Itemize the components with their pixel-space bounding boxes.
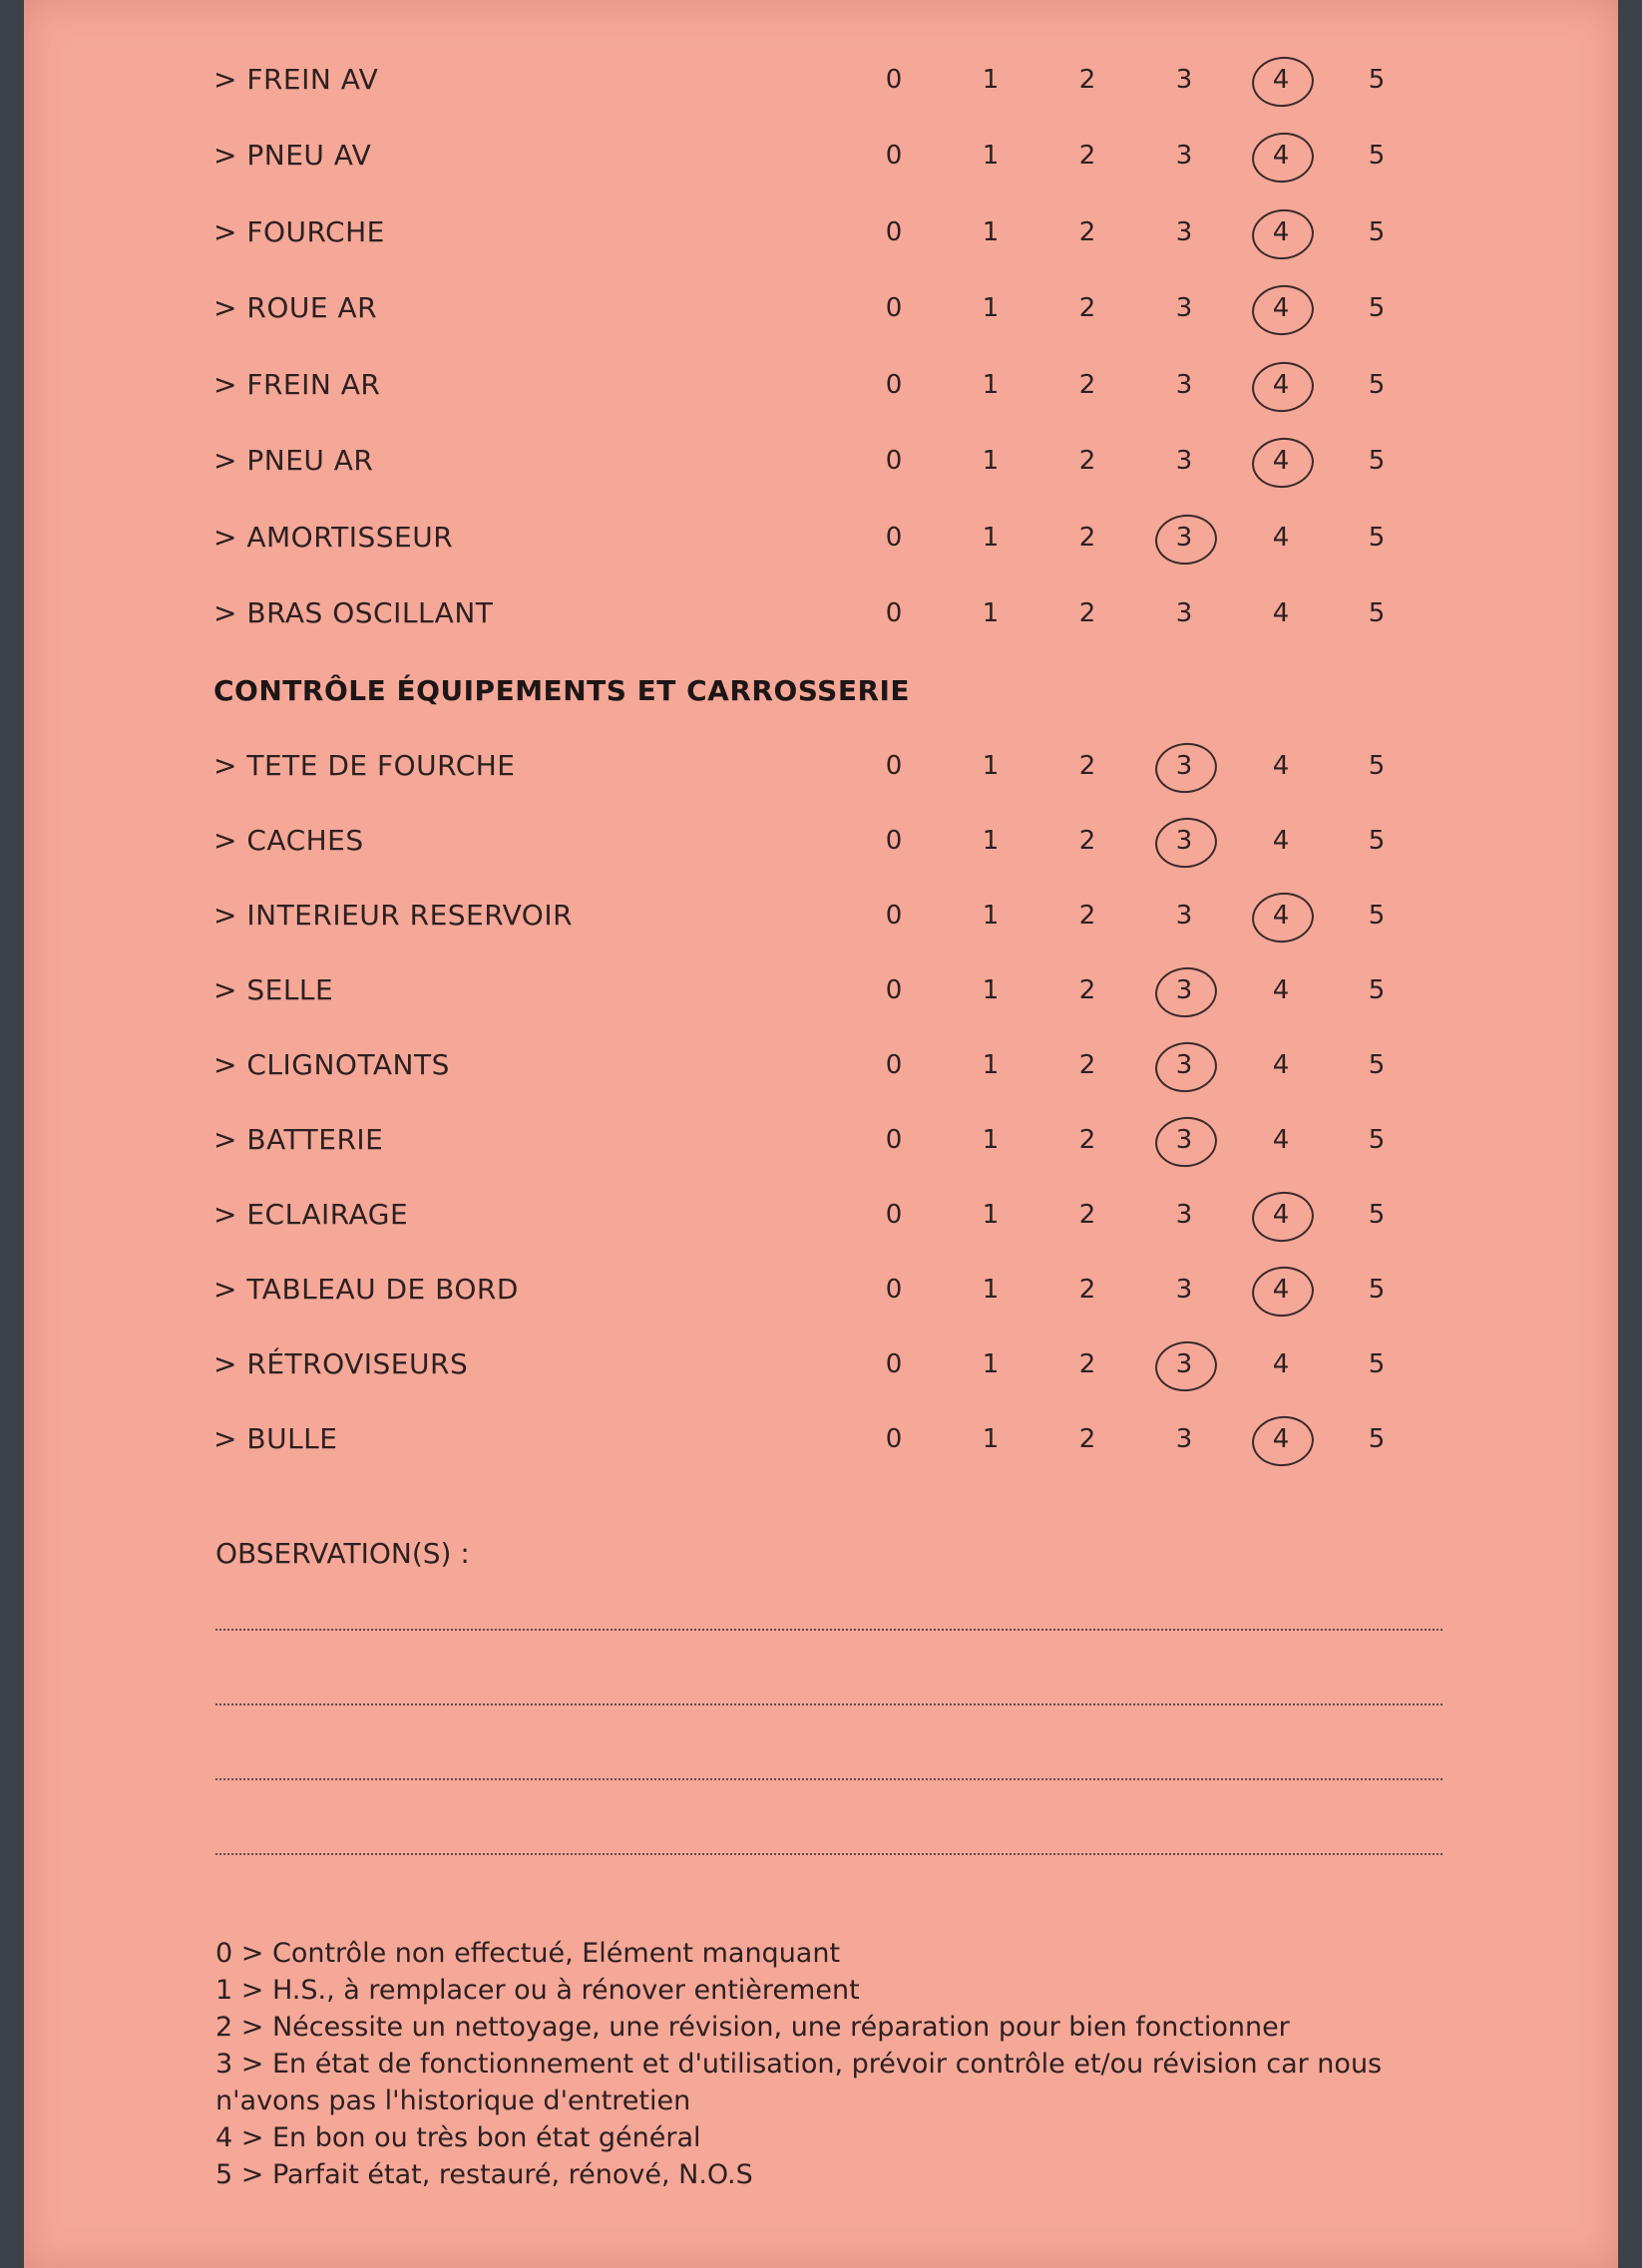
score-option-5[interactable]: 5 — [1368, 65, 1386, 95]
score-option-0[interactable]: 0 — [885, 446, 903, 476]
score-option-4[interactable]: 4 — [1251, 50, 1311, 110]
item-label: > BATTERIE — [213, 1123, 384, 1156]
score-option-0[interactable]: 0 — [885, 1275, 903, 1305]
item-label: > FREIN AR — [213, 368, 381, 401]
item-label: > CLIGNOTANTS — [213, 1048, 450, 1081]
score-option-2[interactable]: 2 — [1078, 1200, 1096, 1230]
inspection-row — [24, 431, 1618, 491]
score-option-5[interactable]: 5 — [1368, 446, 1386, 476]
inspection-row — [24, 126, 1618, 186]
score-option-1[interactable]: 1 — [982, 141, 1000, 171]
score-option-1[interactable]: 1 — [982, 1125, 1000, 1155]
inspection-row — [24, 1035, 1618, 1095]
legend-line: n'avons pas l'historique d'entretien — [215, 2085, 691, 2116]
score-option-5[interactable]: 5 — [1368, 901, 1386, 931]
score-option-1[interactable]: 1 — [982, 217, 1000, 247]
score-option-2[interactable]: 2 — [1078, 751, 1096, 781]
score-option-2[interactable]: 2 — [1078, 65, 1096, 95]
inspection-row — [24, 508, 1618, 567]
score-option-4[interactable]: 4 — [1272, 598, 1290, 628]
score-option-1[interactable]: 1 — [982, 370, 1000, 400]
score-option-5[interactable]: 5 — [1368, 523, 1386, 553]
score-option-3[interactable]: 3 — [1154, 736, 1214, 796]
score-option-2[interactable]: 2 — [1078, 826, 1096, 856]
score-option-2[interactable]: 2 — [1078, 141, 1096, 171]
legend-line: 0 > Contrôle non effectué, Elément manquant — [215, 1938, 841, 1969]
inspection-row — [24, 1409, 1618, 1469]
inspection-sheet — [24, 0, 1618, 2268]
legend-line: 2 > Nécessite un nettoyage, une révision, une réparation pour bien fonctionner — [215, 2012, 1290, 2043]
score-option-1[interactable]: 1 — [982, 751, 1000, 781]
score-option-2[interactable]: 2 — [1078, 1424, 1096, 1454]
score-option-0[interactable]: 0 — [885, 523, 903, 553]
score-option-4[interactable]: 4 — [1272, 1125, 1290, 1155]
score-option-4[interactable]: 4 — [1272, 975, 1290, 1005]
item-label: > ECLAIRAGE — [213, 1198, 409, 1231]
score-option-0[interactable]: 0 — [885, 1050, 903, 1080]
score-option-3[interactable]: 3 — [1154, 1035, 1214, 1095]
score-option-1[interactable]: 1 — [982, 598, 1000, 628]
score-option-2[interactable]: 2 — [1078, 1125, 1096, 1155]
score-option-3[interactable]: 3 — [1175, 141, 1193, 171]
score-option-3[interactable]: 3 — [1175, 598, 1193, 628]
item-label: > INTERIEUR RESERVOIR — [213, 899, 574, 932]
score-option-5[interactable]: 5 — [1368, 293, 1386, 323]
score-option-3[interactable]: 3 — [1154, 811, 1214, 871]
inspection-row — [24, 50, 1618, 110]
legend-line: 4 > En bon ou très bon état général — [215, 2122, 701, 2153]
score-option-2[interactable]: 2 — [1078, 523, 1096, 553]
score-option-3[interactable]: 3 — [1175, 370, 1193, 400]
score-option-5[interactable]: 5 — [1368, 1200, 1386, 1230]
item-label: > PNEU AV — [213, 139, 372, 172]
score-option-0[interactable]: 0 — [885, 901, 903, 931]
score-option-5[interactable]: 5 — [1368, 1424, 1386, 1454]
score-option-5[interactable]: 5 — [1368, 598, 1386, 628]
item-label: > FREIN AV — [213, 63, 379, 96]
section-title: CONTRÔLE ÉQUIPEMENTS ET CARROSSERIE — [213, 674, 911, 707]
score-option-0[interactable]: 0 — [885, 141, 903, 171]
score-option-2[interactable]: 2 — [1078, 446, 1096, 476]
score-option-2[interactable]: 2 — [1078, 293, 1096, 323]
item-label: > RÉTROVISEURS — [213, 1347, 469, 1380]
score-option-3[interactable]: 3 — [1175, 901, 1193, 931]
score-option-4[interactable]: 4 — [1272, 1050, 1290, 1080]
score-option-0[interactable]: 0 — [885, 370, 903, 400]
score-option-1[interactable]: 1 — [982, 975, 1000, 1005]
legend-line: 3 > En état de fonctionnement et d'utilisation, prévoir contrôle et/ou révision car nous — [215, 2049, 1383, 2079]
rating-legend — [215, 1935, 1462, 2193]
score-option-5[interactable]: 5 — [1368, 751, 1386, 781]
inspection-row — [24, 202, 1618, 262]
score-option-5[interactable]: 5 — [1368, 1275, 1386, 1305]
item-label: > ROUE AR — [213, 291, 378, 324]
score-option-4[interactable]: 4 — [1251, 126, 1311, 186]
score-option-0[interactable]: 0 — [885, 1200, 903, 1230]
score-option-2[interactable]: 2 — [1078, 217, 1096, 247]
score-option-4[interactable]: 4 — [1251, 431, 1311, 491]
score-option-1[interactable]: 1 — [982, 293, 1000, 323]
score-option-0[interactable]: 0 — [885, 293, 903, 323]
observations-label: OBSERVATION(S) : — [215, 1537, 470, 1570]
score-option-5[interactable]: 5 — [1368, 370, 1386, 400]
legend-line: 5 > Parfait état, restauré, rénové, N.O.S — [215, 2159, 753, 2190]
score-option-2[interactable]: 2 — [1078, 901, 1096, 931]
score-option-3[interactable]: 3 — [1175, 293, 1193, 323]
score-option-1[interactable]: 1 — [982, 523, 1000, 553]
score-option-0[interactable]: 0 — [885, 217, 903, 247]
inspection-row — [24, 1110, 1618, 1170]
score-option-4[interactable]: 4 — [1251, 1260, 1311, 1320]
score-option-1[interactable]: 1 — [982, 1424, 1000, 1454]
score-option-3[interactable]: 3 — [1175, 65, 1193, 95]
score-option-0[interactable]: 0 — [885, 975, 903, 1005]
score-option-4[interactable]: 4 — [1251, 1409, 1311, 1469]
score-option-4[interactable]: 4 — [1251, 202, 1311, 262]
score-option-1[interactable]: 1 — [982, 826, 1000, 856]
observation-line-1 — [215, 1629, 1442, 1631]
score-option-2[interactable]: 2 — [1078, 598, 1096, 628]
score-option-1[interactable]: 1 — [982, 901, 1000, 931]
score-option-0[interactable]: 0 — [885, 1349, 903, 1379]
score-option-2[interactable]: 2 — [1078, 370, 1096, 400]
item-label: > FOURCHE — [213, 215, 385, 248]
item-label: > TETE DE FOURCHE — [213, 749, 516, 782]
score-option-4[interactable]: 4 — [1251, 886, 1311, 945]
score-option-4[interactable]: 4 — [1272, 1349, 1290, 1379]
score-option-0[interactable]: 0 — [885, 598, 903, 628]
item-label: > SELLE — [213, 973, 334, 1006]
score-option-5[interactable]: 5 — [1368, 1050, 1386, 1080]
score-option-3[interactable]: 3 — [1175, 1424, 1193, 1454]
score-option-5[interactable]: 5 — [1368, 217, 1386, 247]
score-option-0[interactable]: 0 — [885, 1125, 903, 1155]
score-option-0[interactable]: 0 — [885, 1424, 903, 1454]
score-option-5[interactable]: 5 — [1368, 975, 1386, 1005]
inspection-row — [24, 1260, 1618, 1320]
inspection-row — [24, 583, 1618, 643]
inspection-row — [24, 886, 1618, 945]
score-option-2[interactable]: 2 — [1078, 975, 1096, 1005]
score-option-1[interactable]: 1 — [982, 446, 1000, 476]
score-option-2[interactable]: 2 — [1078, 1349, 1096, 1379]
item-label: > PNEU AR — [213, 444, 374, 477]
score-option-1[interactable]: 1 — [982, 1050, 1000, 1080]
item-label: > CACHES — [213, 824, 364, 857]
score-option-3[interactable]: 3 — [1154, 1110, 1214, 1170]
observation-line-2 — [215, 1703, 1442, 1705]
item-label: > TABLEAU DE BORD — [213, 1273, 519, 1306]
score-option-0[interactable]: 0 — [885, 826, 903, 856]
score-option-0[interactable]: 0 — [885, 751, 903, 781]
item-label: > BULLE — [213, 1422, 338, 1455]
score-option-4[interactable]: 4 — [1251, 1185, 1311, 1245]
score-option-4[interactable]: 4 — [1272, 523, 1290, 553]
score-option-1[interactable]: 1 — [982, 1275, 1000, 1305]
score-option-3[interactable]: 3 — [1154, 508, 1214, 567]
score-option-5[interactable]: 5 — [1368, 1349, 1386, 1379]
score-option-3[interactable]: 3 — [1154, 960, 1214, 1020]
score-option-1[interactable]: 1 — [982, 65, 1000, 95]
score-option-0[interactable]: 0 — [885, 65, 903, 95]
inspection-row — [24, 1185, 1618, 1245]
score-option-4[interactable]: 4 — [1272, 826, 1290, 856]
inspection-row — [24, 1334, 1618, 1394]
item-label: > AMORTISSEUR — [213, 521, 454, 554]
score-option-1[interactable]: 1 — [982, 1200, 1000, 1230]
score-option-2[interactable]: 2 — [1078, 1050, 1096, 1080]
score-option-4[interactable]: 4 — [1251, 355, 1311, 415]
score-option-1[interactable]: 1 — [982, 1349, 1000, 1379]
inspection-row — [24, 960, 1618, 1020]
legend-line: 1 > H.S., à remplacer ou à rénover entièrement — [215, 1975, 860, 2006]
score-option-5[interactable]: 5 — [1368, 141, 1386, 171]
score-option-5[interactable]: 5 — [1368, 826, 1386, 856]
score-option-3[interactable]: 3 — [1175, 1275, 1193, 1305]
score-option-5[interactable]: 5 — [1368, 1125, 1386, 1155]
inspection-row — [24, 811, 1618, 871]
score-option-3[interactable]: 3 — [1154, 1334, 1214, 1394]
inspection-row — [24, 736, 1618, 796]
score-option-3[interactable]: 3 — [1175, 1200, 1193, 1230]
inspection-row — [24, 355, 1618, 415]
inspection-row — [24, 278, 1618, 338]
score-option-3[interactable]: 3 — [1175, 217, 1193, 247]
score-option-4[interactable]: 4 — [1251, 278, 1311, 338]
score-option-4[interactable]: 4 — [1272, 751, 1290, 781]
observation-line-4 — [215, 1853, 1442, 1855]
score-option-3[interactable]: 3 — [1175, 446, 1193, 476]
score-option-2[interactable]: 2 — [1078, 1275, 1096, 1305]
observation-line-3 — [215, 1778, 1442, 1780]
item-label: > BRAS OSCILLANT — [213, 596, 494, 629]
